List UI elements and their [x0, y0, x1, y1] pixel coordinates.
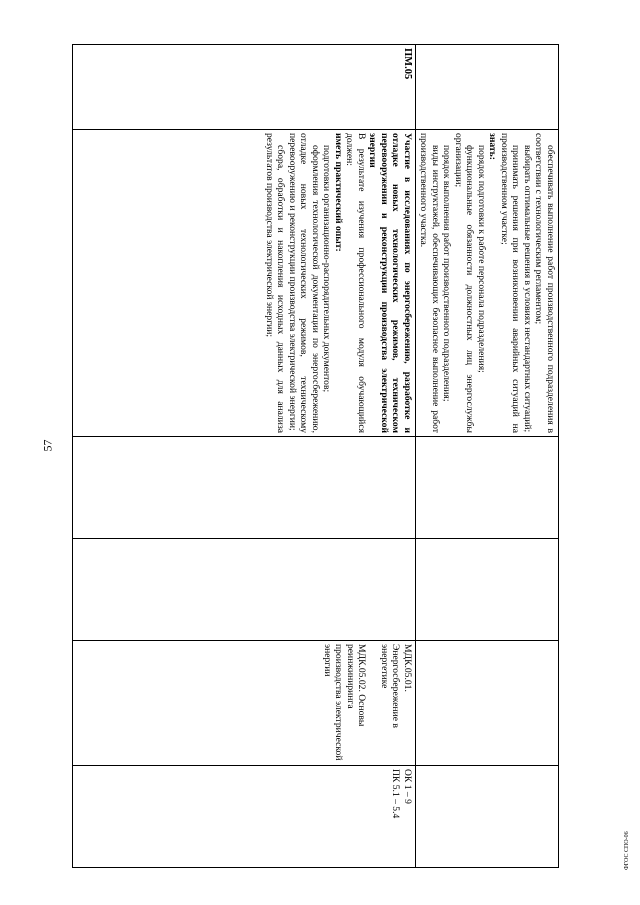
mdk-item: МДК.05.01. Энергосбережение в энергетике [379, 644, 413, 728]
description-text [264, 133, 414, 433]
description-line: В результате изучения профессионального модуля обучающийся должен: [344, 133, 367, 433]
description-line: подготовки организационно-распорядительных документов; [321, 145, 333, 393]
empty-cell [73, 539, 416, 641]
description-line: выбирать оптимальные решения в условиях нестандартных ситуаций; [522, 145, 533, 433]
description-line: обеспечивать выполнение работ производственного подразделения в соответствии с технологическим регламентом; [533, 133, 556, 433]
curriculum-table [72, 44, 559, 835]
description-line: принимать решения при возникновении аварийных ситуаций на производственном участке; [499, 133, 522, 433]
competencies-cell [73, 766, 416, 868]
empty-cell [416, 539, 559, 641]
description-line: знать: [487, 133, 499, 160]
table-row [73, 45, 416, 868]
mdk-item: МДК.05.02. Основы реинжиниринга производства электрической энергии [322, 644, 368, 761]
description-text [418, 133, 556, 433]
module-code-cell: ПМ.05 [73, 45, 416, 130]
description-line: оформления технологической документации по энергосбережению, отладке новых технологических режимов, техническому перевооружению и реконструкции производства электрической энергии; [287, 133, 321, 433]
empty-cell [416, 766, 559, 868]
module-code-cell [416, 45, 559, 130]
competency-item: ОК 1 – 9 [402, 769, 413, 804]
description-line: иметь практический опыт: [333, 133, 344, 252]
description-line: Участие в исследованиях по энергосбережению, разработке и отладке новых технологических режимов, техническом перевооружении и реконструкции производства электрической энергии [367, 133, 413, 433]
page-number: 57 [40, 439, 55, 452]
module-description-cell [73, 130, 416, 437]
empty-cell [73, 437, 416, 539]
description-line: виды инструктажей, обеспечивающих безопасное выполнение работ производственного участка. [418, 133, 441, 433]
module-description-cell [416, 130, 559, 437]
empty-cell [416, 641, 559, 766]
description-line: порядок подготовки к работе персонала подразделения; [476, 145, 487, 373]
description-line: функциональные обязанности должностных лиц энергослужбы организации; [453, 133, 476, 433]
footer-standard-label: ФГОС СПО-06 [624, 831, 630, 870]
empty-cell [416, 437, 559, 539]
table-row [416, 45, 559, 868]
description-line: сбора, обработки и накопления исходных данных для анализа результатов производства электрической энергии; [264, 133, 287, 433]
description-line: порядок выполнения работ производственного подразделения; [441, 145, 453, 402]
competency-item: ПК 5.1 – 5.4 [390, 769, 402, 819]
mdk-cell [73, 641, 416, 766]
